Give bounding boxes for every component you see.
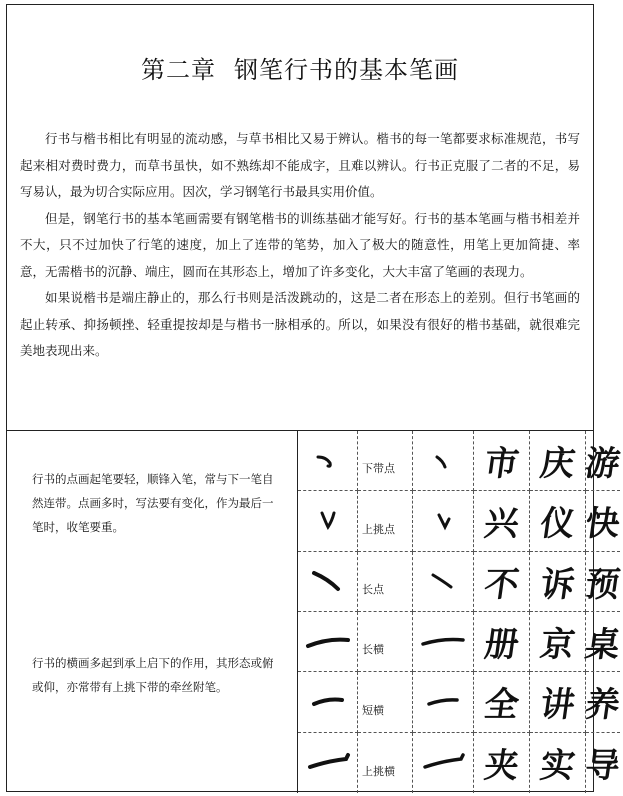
example-char: 讲 [530,672,586,732]
example-char: 养 [586,672,620,732]
short-horizontal-stroke-icon [298,672,358,732]
dot-down-stroke-icon [298,431,358,491]
intro-paragraph-3: 如果说楷书是端庄静止的，那么行书则是活泼跳动的，这是二者在形态上的差别。但行书笔画的起止转承、抑扬顿挫、轻重提按却是与楷书一脉相承的。所以，如果没有很好的楷书基础，就很难完美地表现出来。 [20,290,580,358]
stroke-label: 上挑点 [358,491,413,551]
example-char: 不 [474,552,530,612]
example-char: 诉 [530,552,586,612]
intro-paragraph-2: 但是，钢笔行书的基本笔画需要有钢笔楷书的训练基础才能写好。行书的基本笔画与楷书相差并不大，只不过加快了行笔的速度，加上了连带的笔势，加入了极大的随意性，用笔上更加简捷、率意，无需楷书的沉静、端庄，圆而在其形态上，增加了许多变化，大大丰富了笔画的表现力。 [20,210,580,279]
example-char: 市 [474,431,530,491]
stroke-label: 长横 [358,612,413,672]
chapter-number: 第二章 [141,56,216,85]
short-horizontal-stroke-icon [413,672,474,732]
stroke-table [297,431,623,793]
dot-up-stroke-icon [298,491,358,551]
stroke-label: 下带点 [358,431,413,491]
example-char: 实 [530,733,586,793]
dot-down-stroke-icon [413,431,474,491]
long-dot-stroke-icon [298,552,358,612]
chapter-title [0,50,600,85]
stroke-section [6,430,623,793]
example-char: 导 [582,746,623,787]
stroke-label: 长点 [358,552,413,612]
dot-stroke-note: 行书的点画起笔要轻，顺锋入笔，常与下一笔自然连带。点画多时，写法要有变化，作为最后一笔时，收笔要重。 [32,472,274,534]
notes-panel [6,431,301,793]
stroke-label: 上挑横 [358,733,413,793]
upturn-horizontal-stroke-icon [413,733,474,793]
horizontal-stroke-note: 行书的横画多起到承上启下的作用，其形态或俯或仰，亦常带有上挑下带的牵丝附笔。 [32,656,274,694]
example-char: 兴 [474,491,530,551]
chapter-name: 钢笔行书的基本笔画 [234,56,459,85]
example-char: 夹 [474,733,530,793]
intro-paragraph-1: 行书与楷书相比有明显的流动感，与草书相比又易于辨认。楷书的每一笔都要求标准规范，书写起来相对费时费力，而草书虽快，如不熟练却不能成字，且难以辨认。行书正克服了二者的不足，易写易认，最为切合实际应用。因次，学习钢笔行书最具实用价值。 [20,131,580,199]
example-char: 册 [474,612,530,672]
example-char: 仪 [530,491,586,551]
dot-up-stroke-icon [413,491,474,551]
example-char: 京 [530,612,586,672]
long-horizontal-stroke-icon [298,612,358,672]
example-char: 快 [586,491,620,551]
stroke-label: 短横 [358,672,413,732]
upturn-horizontal-stroke-icon [298,733,358,793]
example-char: 庆 [530,431,586,491]
long-horizontal-stroke-icon [413,612,474,672]
example-char: 桌 [586,612,620,672]
intro-text [20,126,580,365]
example-char: 全 [474,672,530,732]
long-dot-stroke-icon [413,552,474,612]
example-char: 预 [586,552,620,612]
example-char: 游 [586,431,620,491]
